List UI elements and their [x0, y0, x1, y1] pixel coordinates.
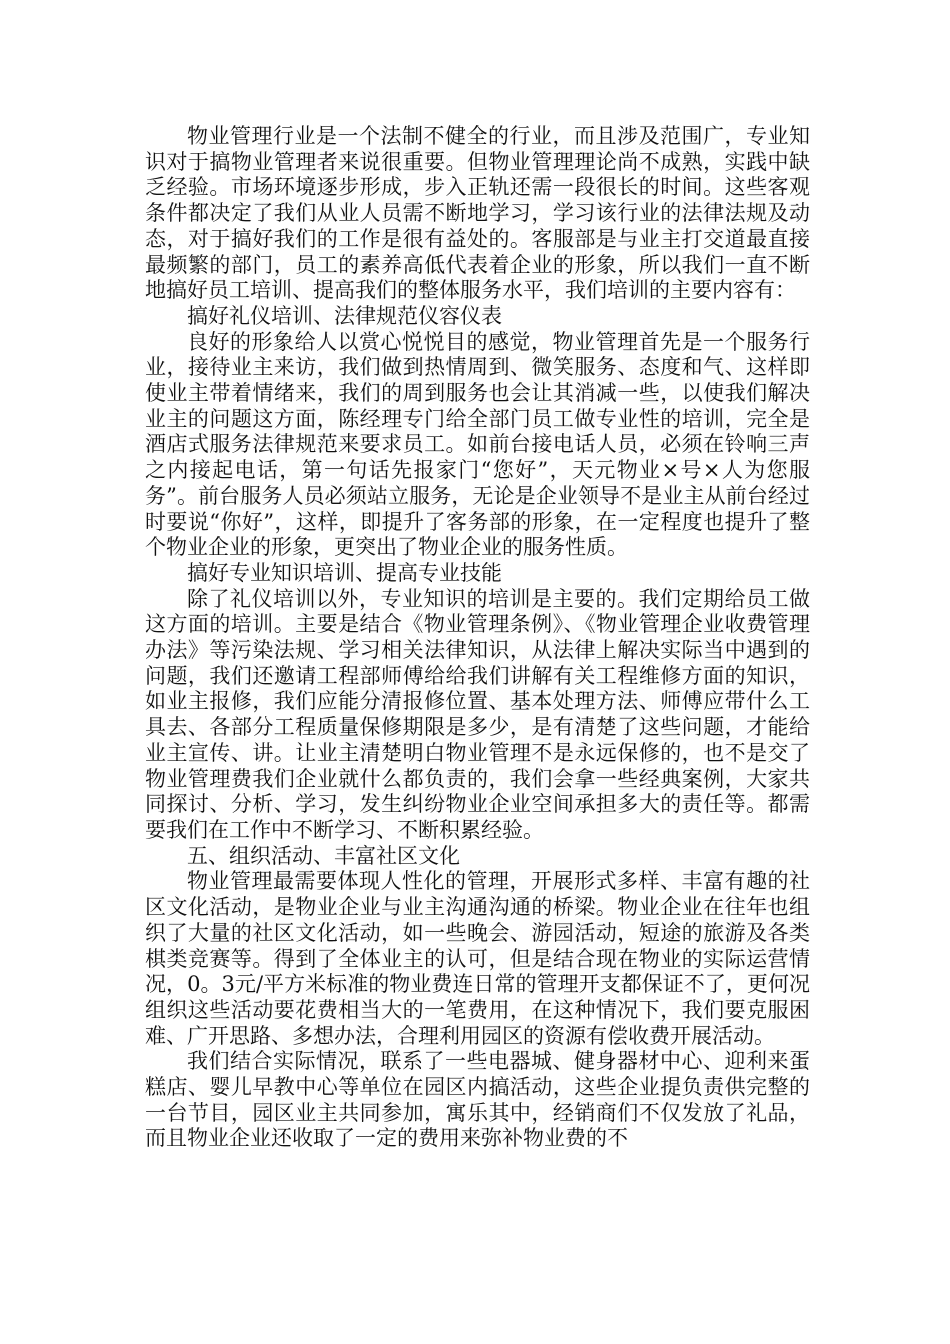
paragraph: 物业管理行业是一个法制不健全的行业，而且涉及范围广，专业知识对于搞物业管理者来说很重要。但物业管理理论尚不成熟，实践中缺乏经验。市场环境逐步形成，步入正轨还需一段很长的时间。这些客观条件都决定了我们从业人员需不断地学习，学习该行业的法律法规及动态，对于搞好我们的工作是很有益处的。客服部是与业主打交道最直接最频繁的部门，员工的素养高低代表着企业的形象，所以我们一直不断地搞好员工培训、提高我们的整体服务水平，我们培训的主要内容有：: [145, 124, 810, 303]
section-heading: 五、组织活动、丰富社区文化: [187, 843, 460, 868]
document-body: [145, 124, 810, 1152]
paragraph: 我们结合实际情况，联系了一些电器城、健身器材中心、迎利来蛋糕店、婴儿早教中心等单位在园区内搞活动，这些企业提负责供完整的一台节目，园区业主共同参加，寓乐其中，经销商们不仅发放了礼品，而且物业企业还收取了一定的费用来弥补物业费的不: [145, 1049, 810, 1151]
paragraph: 物业管理最需要体现人性化的管理，开展形式多样、丰富有趣的社区文化活动，是物业企业与业主沟通沟通的桥梁。物业企业在往年也组织了大量的社区文化活动，如一些晚会、游园活动，短途的旅游及各类棋类竞赛等。得到了全体业主的认可，但是结合现在物业的实际运营情况，0。3元/平方米标准的物业费连日常的管理开支都保证不了，更何况组织这些活动要花费相当大的一笔费用，在这种情况下，我们要克服困难、广开思路、多想办法，合理利用园区的资源有偿收费开展活动。: [145, 869, 810, 1048]
paragraph: 良好的形象给人以赏心悦悦目的感觉，物业管理首先是一个服务行业，接待业主来访，我们做到热情周到、微笑服务、态度和气、这样即使业主带着情绪来，我们的周到服务也会让其消减一些，以使我们解决业主的问题这方面，陈经理专门给全部门员工做专业性的培训，完全是酒店式服务法律规范来要求员工。如前台接电话人员，必须在铃响三声之内接起电话，第一句话先报家门“您好”，天元物业×号×人为您服务”。前台服务人员必须站立服务，无论是企业领导不是业主从前台经过时要说“你好”，这样，即提升了客务部的形象，在一定程度也提升了整个物业企业的形象，更突出了物业企业的服务性质。: [145, 329, 810, 560]
paragraph: 除了礼仪培训以外，专业知识的培训是主要的。我们定期给员工做这方面的培训。主要是结合《物业管理条例》、《物业管理企业收费管理办法》等污染法规、学习相关法律知识，从法律上解决实际当中遇到的问题，我们还邀请工程部师傅给给我们讲解有关工程维修方面的知识，如业主报修，我们应能分清报修位置、基本处理方法、师傅应带什么工具去、各部分工程质量保修期限是多少，是有清楚了这些问题，才能给业主宣传、讲。让业主清楚明白物业管理不是永远保修的，也不是交了物业管理费我们企业就什么都负责的，我们会拿一些经典案例，大家共同探讨、分析、学习，发生纠纷物业企业空间承担多大的责任等。都需要我们在工作中不断学习、不断积累经验。: [145, 586, 810, 842]
section-heading: 搞好礼仪培训、法律规范仪容仪表: [187, 303, 502, 328]
section-heading: 搞好专业知识培训、提高专业技能: [187, 560, 502, 585]
